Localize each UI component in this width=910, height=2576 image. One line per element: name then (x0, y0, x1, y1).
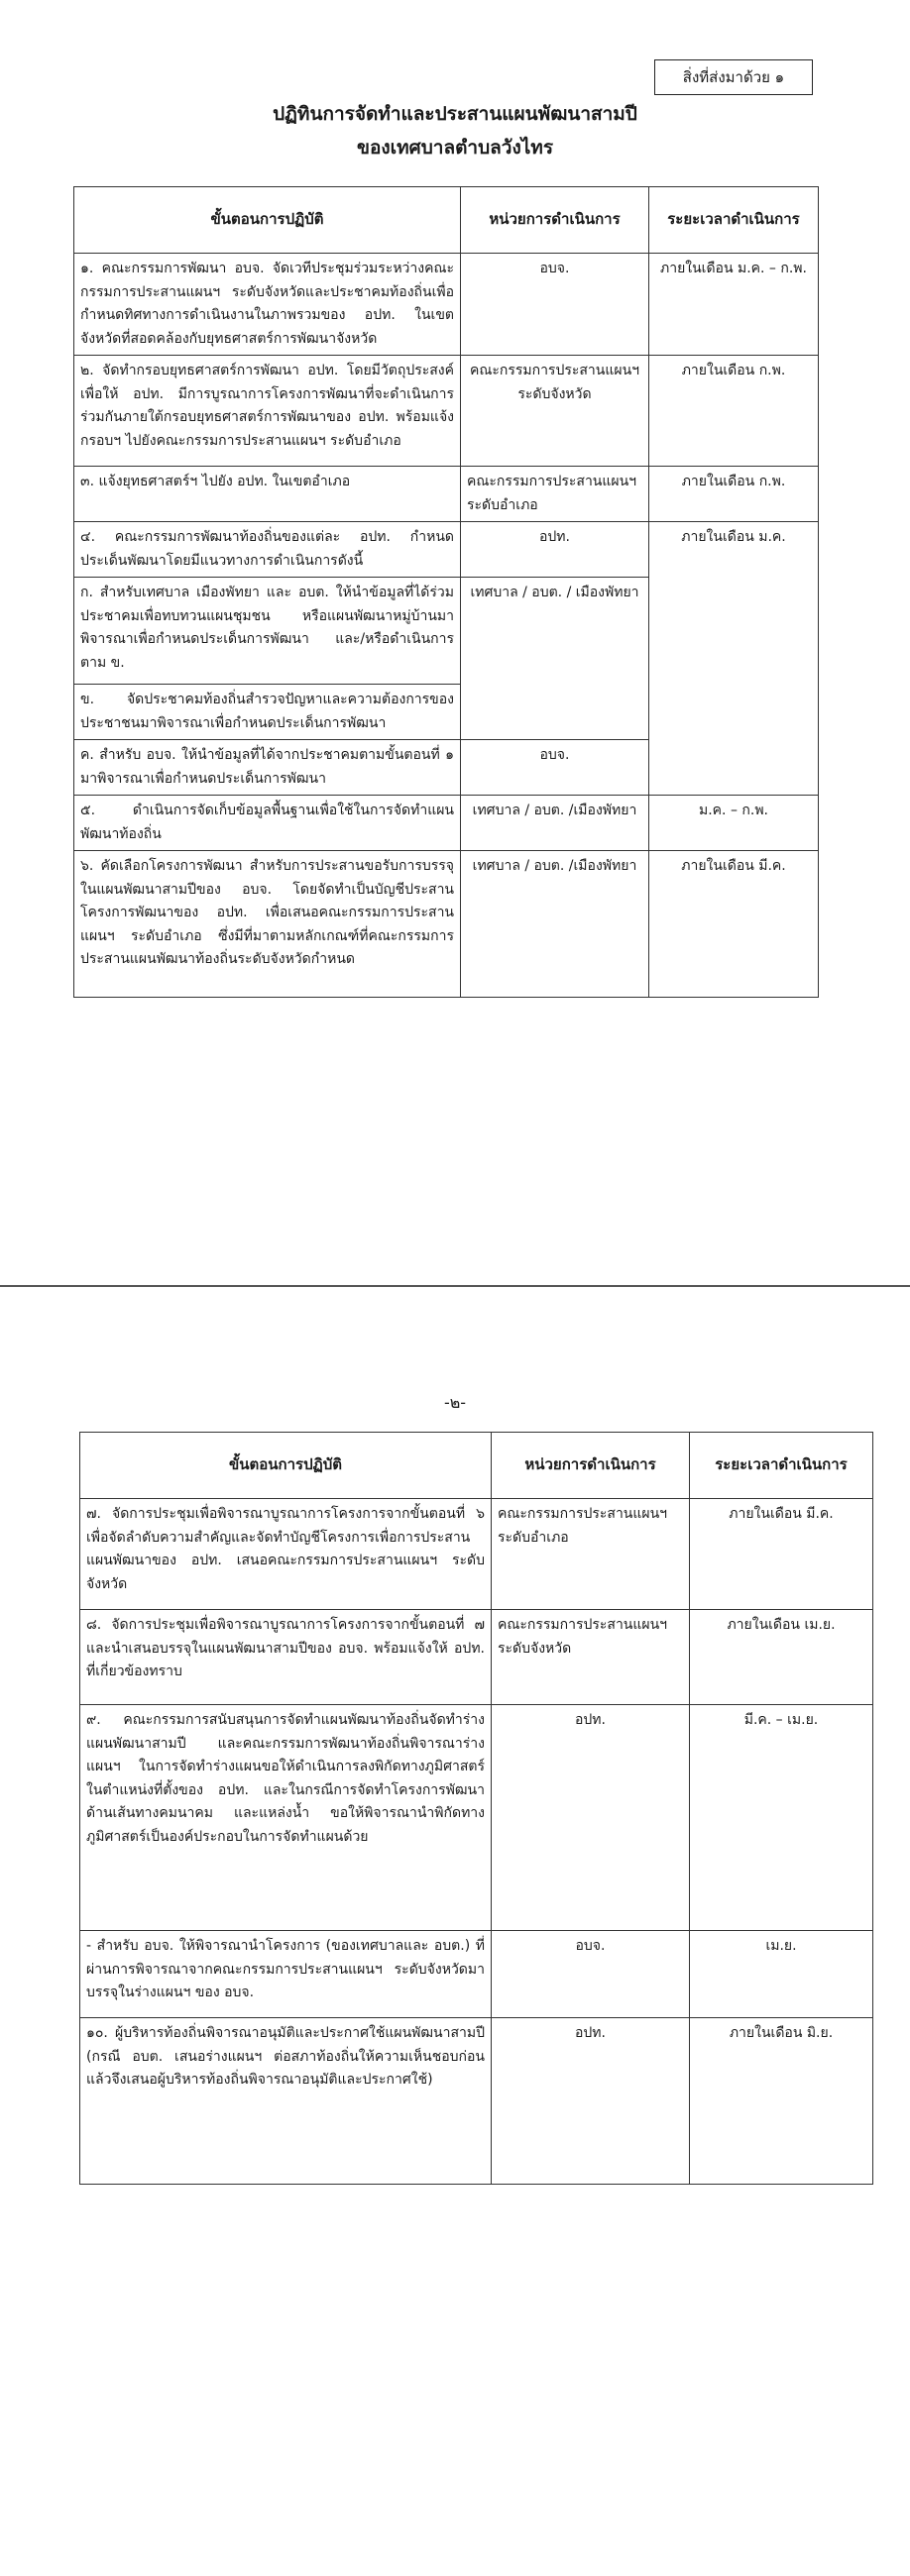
period-cell: มี.ค. – เม.ย. (690, 1705, 873, 1931)
document-page-1 (0, 0, 910, 1283)
period-cell: ภายในเดือน ม.ค. (649, 522, 819, 796)
page-number: -๒- (443, 1393, 467, 1412)
step-cell: ๕. ดำเนินการจัดเก็บข้อมูลพื้นฐานเพื่อใช้ในการจัดทำแผนพัฒนาท้องถิ่น (74, 796, 461, 851)
table-header-row (74, 187, 819, 254)
unit-cell: เทศบาล / อบต. /เมืองพัทยา (461, 851, 649, 998)
column-header-step: ขั้นตอนการปฏิบัติ (80, 1433, 492, 1499)
step-cell: - สำหรับ อบจ. ให้พิจารณานำโครงการ (ของเทศบาลและ อบต.) ที่ผ่านการพิจารณาจากคณะกรรมการประสานแผนฯ ระดับจังหวัดมาบรรจุในร่างแผนฯ ของ อบจ. (80, 1931, 492, 2018)
table-header-row (80, 1433, 873, 1499)
page-divider (0, 1285, 910, 1287)
unit-cell: คณะกรรมการประสานแผนฯ ระดับอำเภอ (492, 1499, 690, 1610)
period-cell: ภายในเดือน ม.ค. – ก.พ. (649, 254, 819, 356)
table-row (74, 254, 819, 356)
period-cell: ม.ค. – ก.พ. (649, 796, 819, 851)
step-cell: ๖. คัดเลือกโครงการพัฒนา สำหรับการประสานขอรับการบรรจุในแผนพัฒนาสามปีของ อบจ. โดยจัดทำเป็นบัญชีประสานโครงการพัฒนาของ อปท. เพื่อเสนอคณะกรรมการประสานแผนฯ ระดับอำเภอ ซึ่งมีที่มาตามหลักเกณฑ์ที่คณะกรรมการประสานแผนพัฒนาท้องถิ่นระดับจังหวัดกำหนด (74, 851, 461, 998)
unit-cell: อบจ. (492, 1931, 690, 2018)
table-row (80, 2018, 873, 2185)
period-cell: ภายในเดือน ก.พ. (649, 356, 819, 467)
step-cell: ก. สำหรับเทศบาล เมืองพัทยา และ อบต. ให้นำข้อมูลที่ได้ร่วมประชาคมเพื่อทบทวนแผนชุมชน หรือแผนพัฒนาหมู่บ้านมาพิจารณาเพื่อกำหนดประเด็นการพัฒนา และ/หรือดำเนินการตาม ข. (74, 578, 461, 685)
step-cell: ๗. จัดการประชุมเพื่อพิจารณาบูรณาการโครงการจากขั้นตอนที่ ๖ เพื่อจัดลำดับความสำคัญและจัดทำบัญชีโครงการเพื่อการประสานแผนพัฒนาของ อปท. เสนอคณะกรรมการประสานแผนฯ ระดับจังหวัด (80, 1499, 492, 1610)
table-row (74, 356, 819, 467)
step-cell: ๑๐. ผู้บริหารท้องถิ่นพิจารณาอนุมัติและประกาศใช้แผนพัฒนาสามปี (กรณี อบต. เสนอร่างแผนฯ ต่อสภาท้องถิ่นให้ความเห็นชอบก่อน แล้วจึงเสนอผู้บริหารท้องถิ่นพิจารณาอนุมัติและประกาศใช้) (80, 2018, 492, 2185)
schedule-table-2 (79, 1432, 873, 2185)
document-page-2 (0, 1288, 910, 2576)
step-cell: ๔. คณะกรรมการพัฒนาท้องถิ่นของแต่ละ อปท. กำหนดประเด็นพัฒนาโดยมีแนวทางการดำเนินการดังนี้ (74, 522, 461, 578)
unit-cell: คณะกรรมการประสานแผนฯ ระดับจังหวัด (492, 1610, 690, 1705)
unit-cell: คณะกรรมการประสานแผนฯ ระดับอำเภอ (461, 467, 649, 522)
period-cell: ภายในเดือน ก.พ. (649, 467, 819, 522)
period-cell: ภายในเดือน มี.ค. (649, 851, 819, 998)
step-cell: ค. สำหรับ อบจ. ให้นำข้อมูลที่ได้จากประชาคมตามขั้นตอนที่ ๑ มาพิจารณาเพื่อกำหนดประเด็นการพัฒนา (74, 740, 461, 796)
table-row (74, 851, 819, 998)
unit-cell: อปท. (492, 2018, 690, 2185)
column-header-unit: หน่วยการดำเนินการ (461, 187, 649, 254)
column-header-unit: หน่วยการดำเนินการ (492, 1433, 690, 1499)
step-cell: ๙. คณะกรรมการสนับสนุนการจัดทำแผนพัฒนาท้องถิ่นจัดทำร่างแผนพัฒนาสามปี และคณะกรรมการพัฒนาท้องถิ่นพิจารณาร่างแผนฯ ในการจัดทำร่างแผนขอให้ดำเนินการลงพิกัดทางภูมิศาสตร์ในตำแหน่งที่ตั้งของ อปท. และในกรณีการจัดทำโครงการพัฒนาด้านเส้นทางคมนาคม และแหล่งน้ำ ขอให้พิจารณานำพิกัดทางภูมิศาสตร์เป็นองค์ประกอบในการจัดทำแผนด้วย (80, 1705, 492, 1931)
unit-cell: อบจ. (461, 740, 649, 796)
table-row (74, 796, 819, 851)
table-row (80, 1931, 873, 2018)
step-cell: ๘. จัดการประชุมเพื่อพิจารณาบูรณาการโครงการจากขั้นตอนที่ ๗ และนำเสนอบรรจุในแผนพัฒนาสามปีของ อบจ. พร้อมแจ้งให้ อปท. ที่เกี่ยวข้องทราบ (80, 1610, 492, 1705)
step-cell: ข. จัดประชาคมท้องถิ่นสำรวจปัญหาและความต้องการของประชาชนมาพิจารณาเพื่อกำหนดประเด็นการพัฒนา (74, 685, 461, 740)
unit-cell: อปท. (461, 522, 649, 578)
step-cell: ๑. คณะกรรมการพัฒนา อบจ. จัดเวทีประชุมร่วมระหว่างคณะกรรมการประสานแผนฯ ระดับจังหวัดและประชาคมท้องถิ่นเพื่อกำหนดทิศทางการดำเนินงานในภาพรวมของ อปท. ในเขตจังหวัดที่สอดคล้องกับยุทธศาสตร์การพัฒนาจังหวัด (74, 254, 461, 356)
table-row (80, 1610, 873, 1705)
column-header-step: ขั้นตอนการปฏิบัติ (74, 187, 461, 254)
unit-cell: อบจ. (461, 254, 649, 356)
step-cell: ๓. แจ้งยุทธศาสตร์ฯ ไปยัง อปท. ในเขตอำเภอ (74, 467, 461, 522)
unit-cell: เทศบาล / อบต. /เมืองพัทยา (461, 796, 649, 851)
page-subtitle: ของเทศบาลตำบลวังไทร (356, 137, 554, 159)
page-title: ปฏิทินการจัดทำและประสานแผนพัฒนาสามปี (273, 103, 637, 125)
column-header-period: ระยะเวลาดำเนินการ (649, 187, 819, 254)
table-row (74, 522, 819, 578)
table-row (74, 467, 819, 522)
step-cell: ๒. จัดทำกรอบยุทธศาสตร์การพัฒนา อปท. โดยมีวัตถุประสงค์เพื่อให้ อปท. มีการบูรณาการโครงการพัฒนาที่จะดำเนินการร่วมกันภายใต้กรอบยุทธศาสตร์การพัฒนาของ อปท. พร้อมแจ้งกรอบฯ ไปยังคณะกรรมการประสานแผนฯ ระดับอำเภอ (74, 356, 461, 467)
period-cell: ภายในเดือน มี.ค. (690, 1499, 873, 1610)
period-cell: เม.ย. (690, 1931, 873, 2018)
unit-cell: คณะกรรมการประสานแผนฯ ระดับจังหวัด (461, 356, 649, 467)
schedule-table-1 (73, 186, 819, 998)
unit-cell: เทศบาล / อบต. / เมืองพัทยา (461, 578, 649, 740)
period-cell: ภายในเดือน เม.ย. (690, 1610, 873, 1705)
attachment-label: สิ่งที่ส่งมาด้วย ๑ (654, 59, 813, 95)
table-row (80, 1705, 873, 1931)
unit-cell: อปท. (492, 1705, 690, 1931)
period-cell: ภายในเดือน มิ.ย. (690, 2018, 873, 2185)
column-header-period: ระยะเวลาดำเนินการ (690, 1433, 873, 1499)
table-row (80, 1499, 873, 1610)
